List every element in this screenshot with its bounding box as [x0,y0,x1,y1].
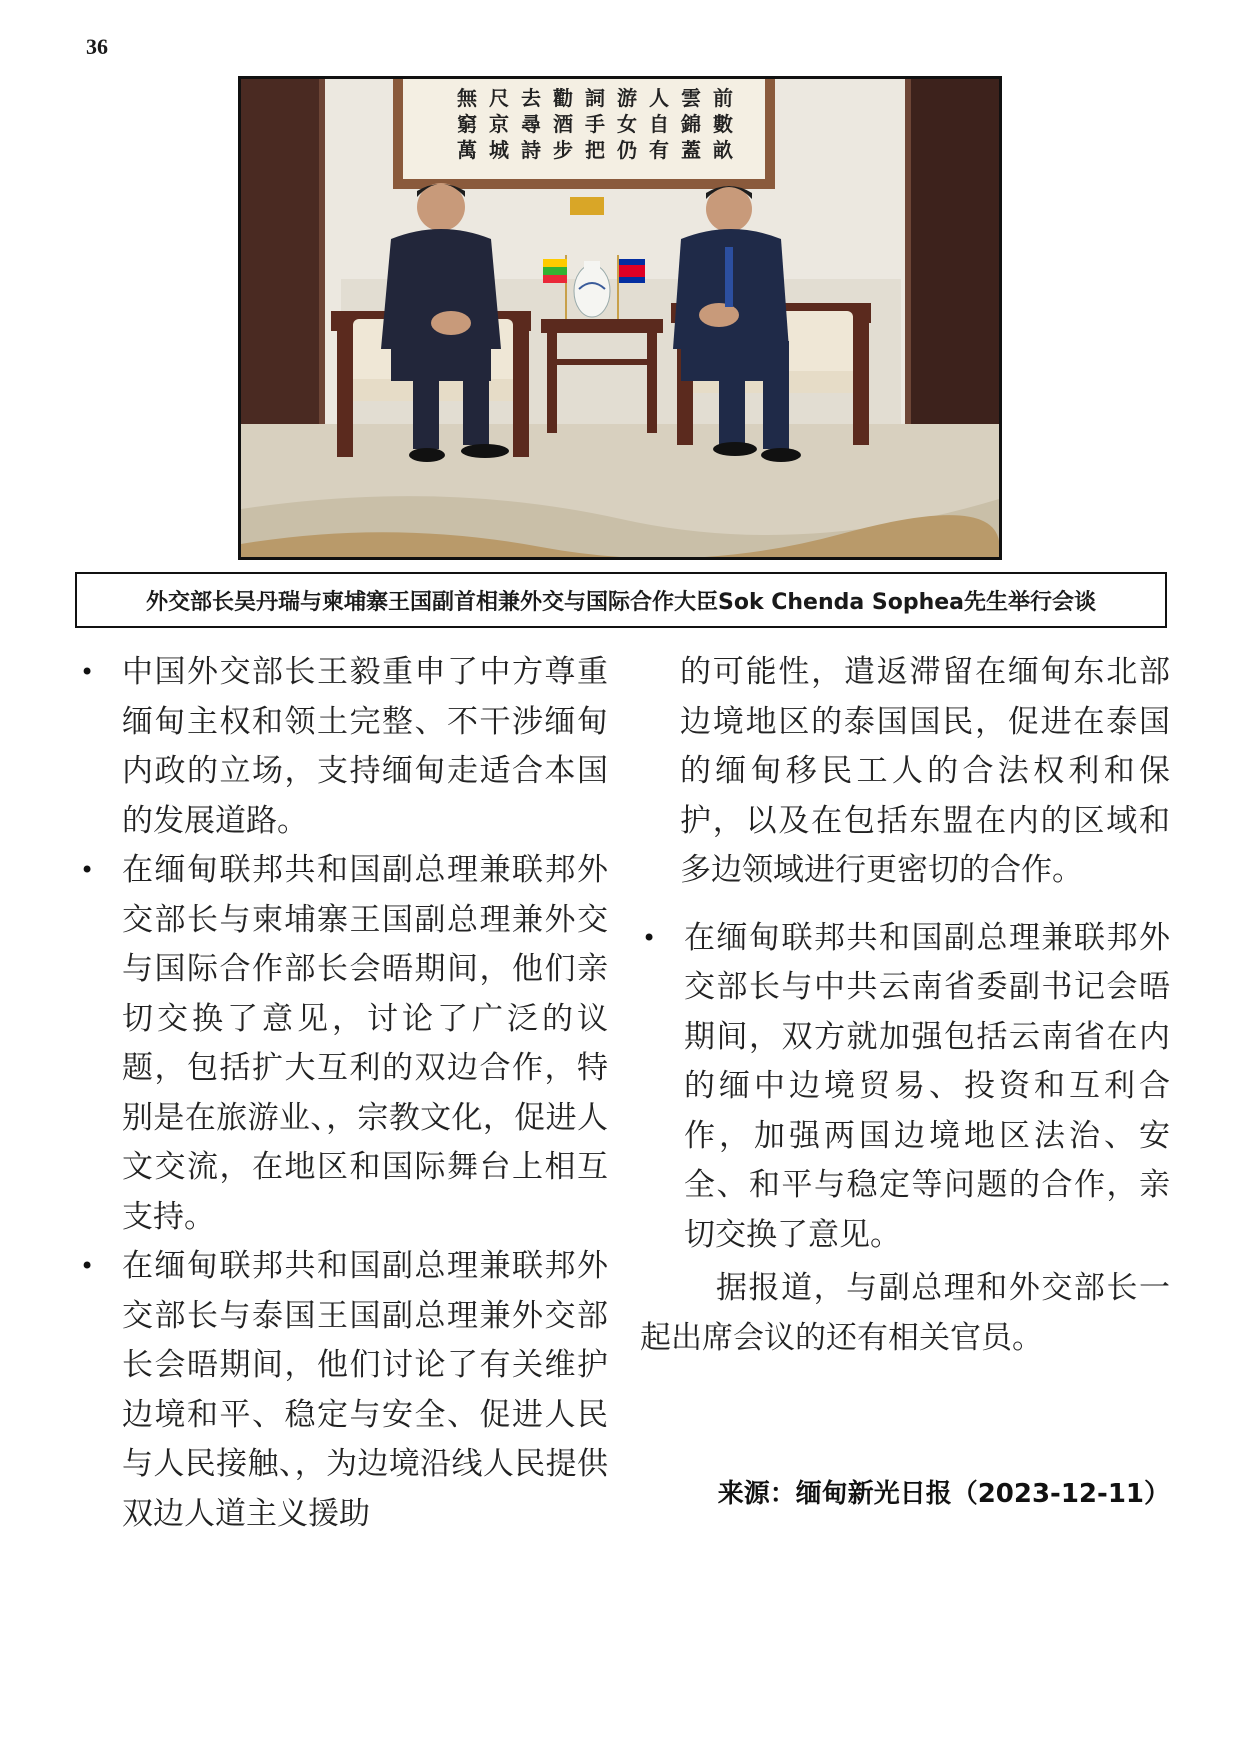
source-line: 来源：缅甸新光日报（2023-12-11） [717,1479,1170,1509]
calligraphy-char: 蓋 [681,138,701,162]
calligraphy-char: 勸 [553,86,573,110]
calligraphy-char: 有 [649,138,669,162]
bullet-text: 在缅甸联邦共和国副总理兼联邦外交部长与柬埔寨王国副总理兼外交与国际合作部长会晤期间，他们亲切交换了意见，讨论了广泛的议题，包括扩大互利的双边合作，特别是在旅游业、，宗教文化，促进人文交流，在地区和国际舞台上相互支持。 [122,852,608,1235]
calligraphy-char: 手 [585,112,605,136]
calligraphy-char: 把 [585,138,605,162]
calligraphy-char: 尋 [521,112,541,136]
calligraphy-char: 萬 [457,138,477,162]
photo-caption: 外交部长吴丹瑞与柬埔寨王国副首相兼外交与国际合作大臣Sok Chenda Sophea先生举行会谈 [75,572,1167,628]
left-column [78,648,608,1539]
bullet-item [640,914,1170,1261]
calligraphy-char: 前 [713,86,733,110]
bullet-icon: • [80,658,95,686]
bullet-icon: • [80,1252,95,1280]
calligraphy-char: 詩 [521,138,541,162]
bullet-text: 在缅甸联邦共和国副总理兼联邦外交部长与泰国王国副总理兼外交部长会晤期间，他们讨论了有关维护边境和平、稳定与安全、促进人民与人民接触、，为边境沿线人民提供双边人道主义援助 [122,1248,608,1532]
calligraphy-char: 畝 [713,138,733,162]
calligraphy-char: 游 [617,86,637,110]
myanmar-flag [543,259,567,267]
calligraphy-char: 詞 [585,86,605,110]
calligraphy-char: 雲 [681,86,701,110]
calligraphy-char: 窮 [457,112,477,136]
bullet-text: 在缅甸联邦共和国副总理兼联邦外交部长与中共云南省委副书记会晤期间，双方就加强包括云南省在内的缅中边境贸易、投资和互利合作，加强两国边境地区法治、安全、和平与稳定等问题的合作，亲切交换了意见。 [684,919,1170,1253]
bullet-item [78,846,608,1242]
calligraphy-char: 數 [713,112,733,136]
page-number: 36 [86,34,108,59]
calligraphy-char: 步 [553,138,573,162]
calligraphy-char: 尺 [489,86,509,110]
right-column [640,648,1170,1363]
bullet-text: 中国外交部长王毅重申了中方尊重缅甸主权和领土完整、不干涉缅甸内政的立场，支持缅甸走适合本国的发展道路。 [122,654,608,839]
calligraphy-char: 錦 [681,112,701,136]
calligraphy-char: 京 [489,112,509,136]
bullet-icon: • [80,856,95,884]
calligraphy-char: 女 [617,112,637,136]
closing-paragraph: 据报道，与副总理和外交部长一起出席会议的还有相关官员。 [640,1270,1170,1356]
bullet-icon: • [642,923,657,952]
continuation-text: 的可能性，遣返滞留在缅甸东北部边境地区的泰国国民，促进在泰国的缅甸移民工人的合法权利和保护，以及在包括东盟在内的区域和多边领域进行更密切的合作。 [680,654,1170,888]
calligraphy-char: 無 [457,86,477,110]
calligraphy-char: 城 [489,138,509,162]
calligraphy-char: 去 [521,86,541,110]
meeting-photo [238,76,1002,560]
calligraphy-char: 仍 [617,138,637,162]
bullet-item [78,648,608,846]
calligraphy-char: 自 [649,112,669,136]
cambodia-flag [619,259,645,265]
calligraphy-char: 酒 [553,112,573,136]
calligraphy-char: 人 [649,86,669,110]
bullet-item [78,1242,608,1539]
